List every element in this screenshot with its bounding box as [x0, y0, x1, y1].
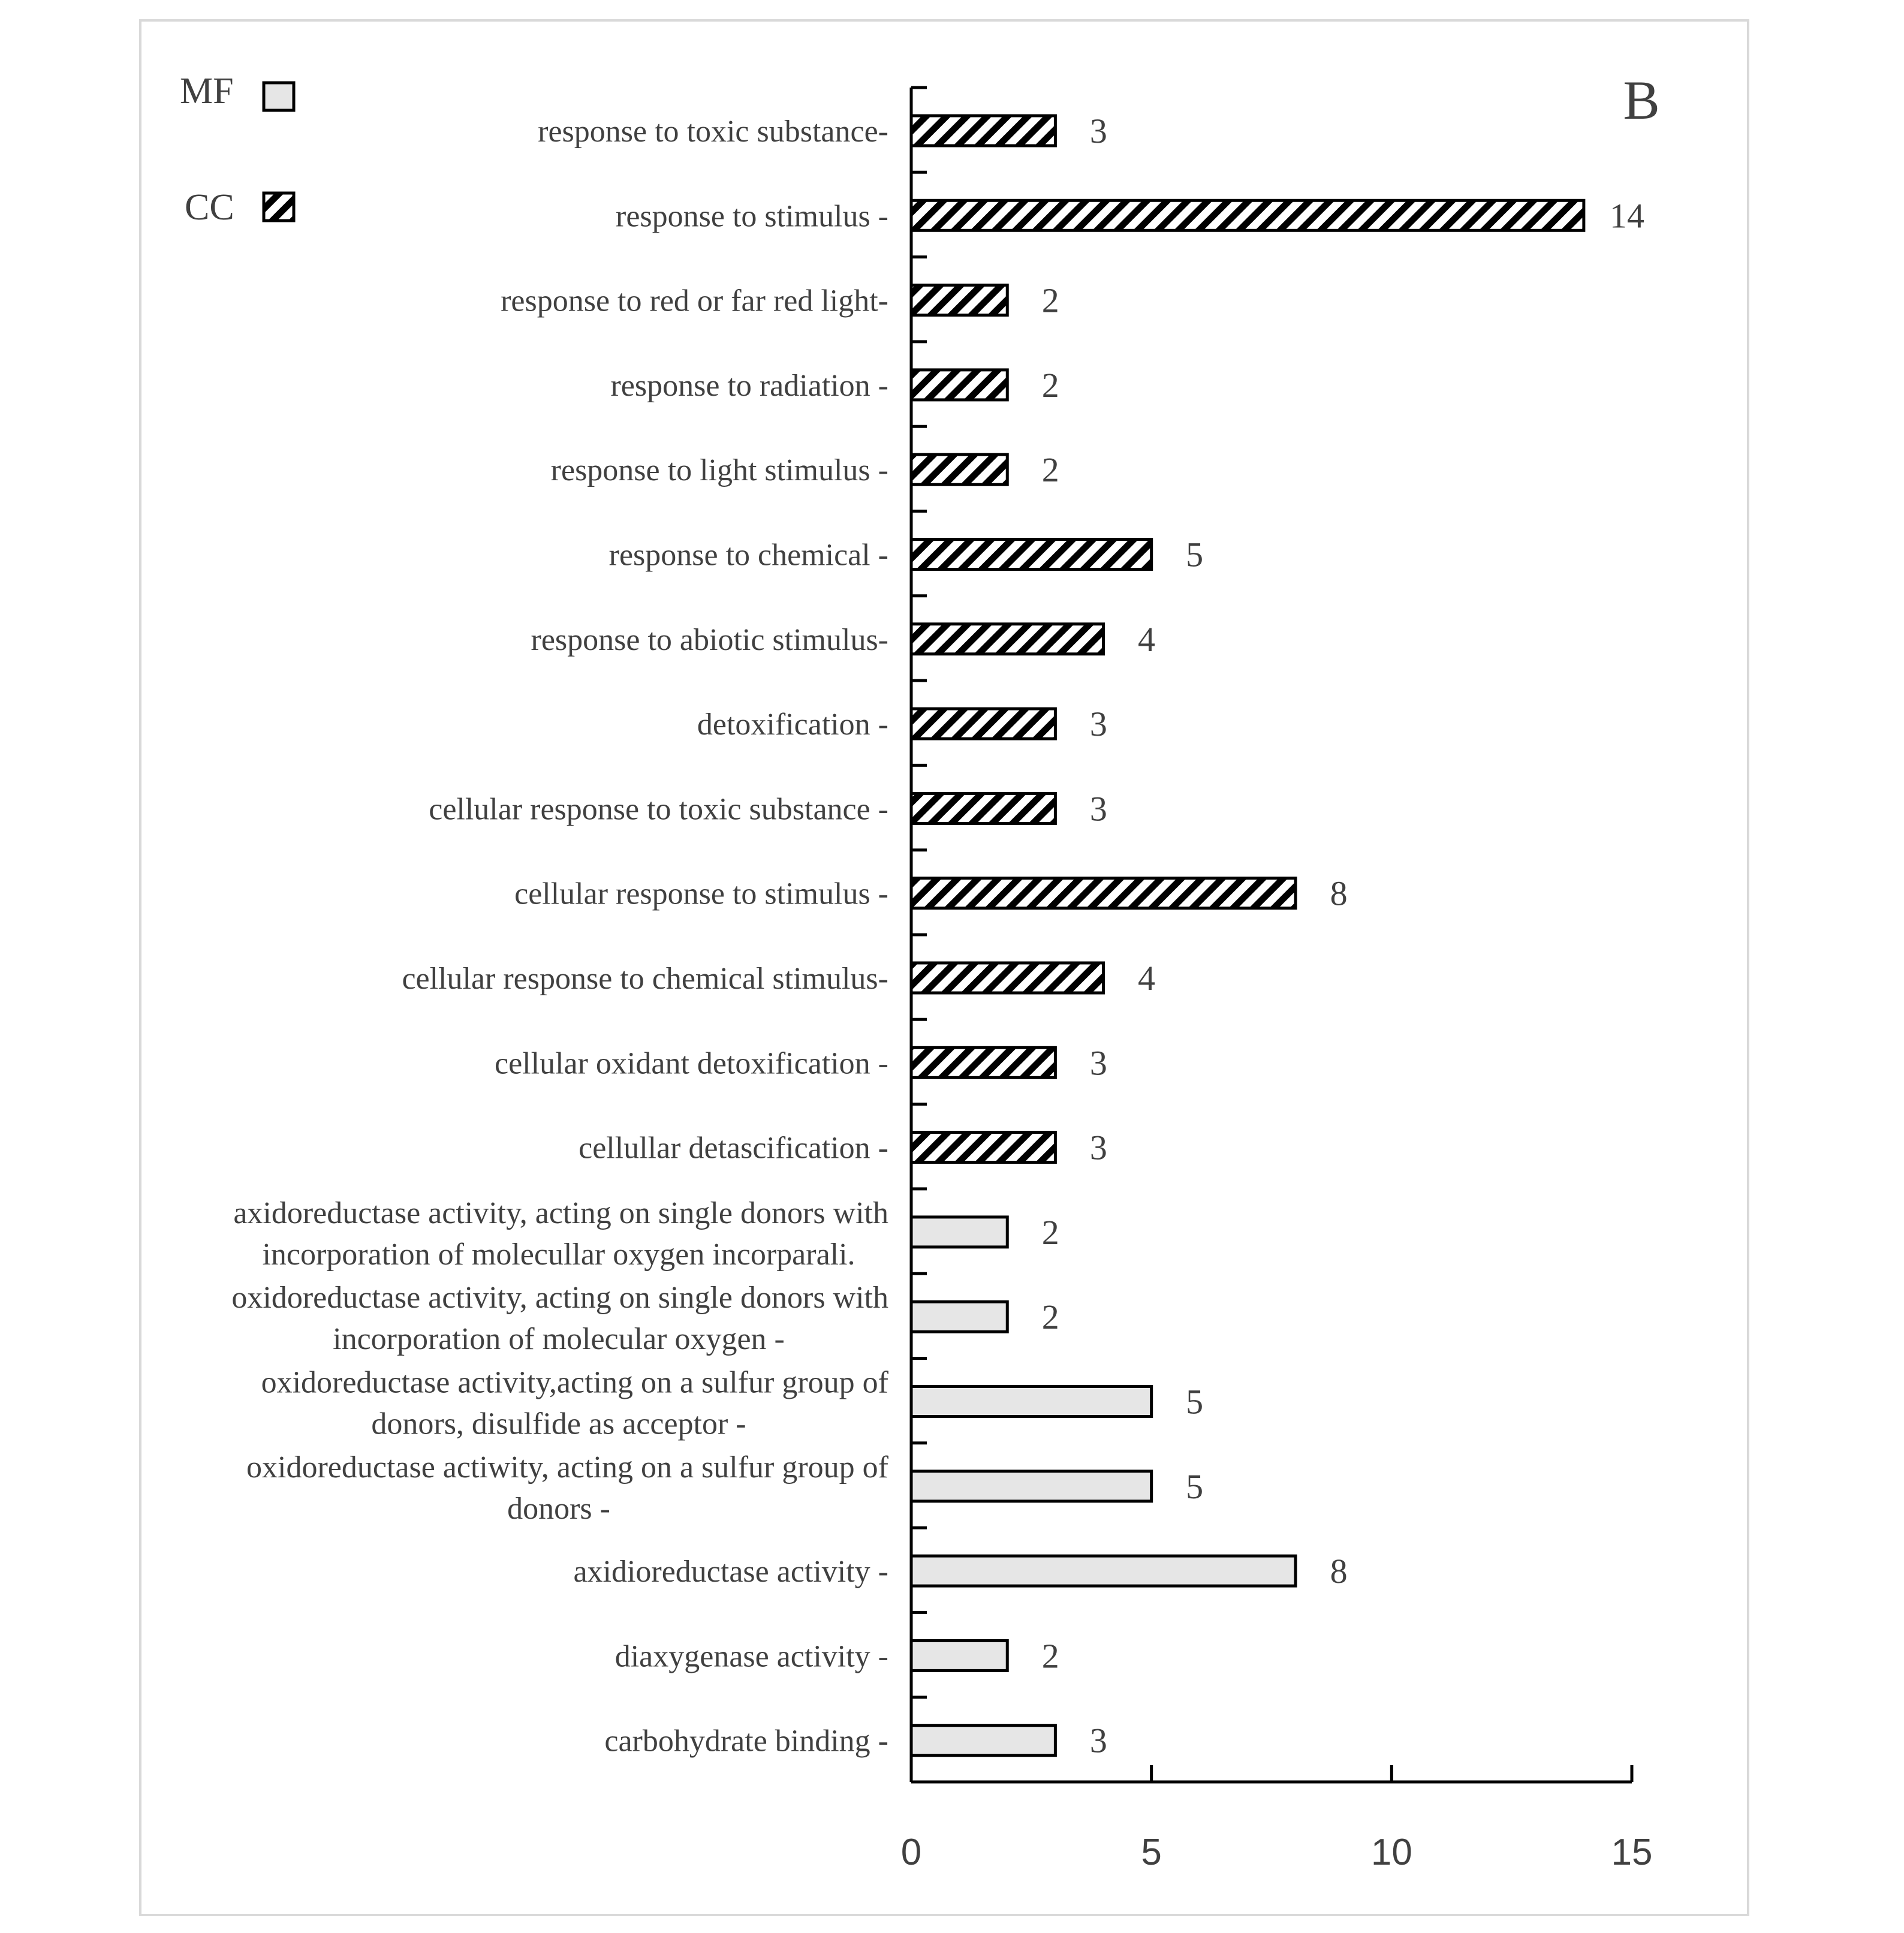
category-label: response to radiation - [610, 368, 888, 403]
value-label: 2 [1041, 281, 1059, 320]
category-label: response to abiotic stimulus- [531, 622, 888, 657]
value-label: 2 [1041, 1636, 1059, 1676]
category-label: carbohydrate binding - [604, 1724, 888, 1759]
bar-cc [911, 116, 1055, 146]
bar-mf [911, 1556, 1296, 1586]
category-label: diaxygenase activity - [614, 1639, 888, 1674]
bar-mf [911, 1217, 1007, 1247]
x-tick-label: 0 [900, 1832, 922, 1873]
bar-cc [911, 370, 1007, 400]
value-label: 8 [1330, 1552, 1348, 1591]
category-label: response to chemical - [608, 538, 888, 573]
bar-cc [911, 709, 1055, 739]
category-label: cellular response to stimulus - [514, 877, 888, 911]
category-label: donors - [507, 1491, 610, 1526]
category-label: cellular response to toxic substance - [429, 792, 888, 827]
bar-cc [911, 454, 1007, 484]
category-label: cellullar detascification - [579, 1131, 888, 1166]
category-label: incorporation of molecullar oxygen incorparali. [262, 1237, 855, 1272]
x-tick-label: 15 [1611, 1832, 1653, 1873]
bar-cc [911, 624, 1104, 654]
category-label: oxidoreductase activity,acting on a sulfur group of [261, 1365, 888, 1400]
bar-cc [911, 963, 1104, 993]
value-label: 4 [1138, 959, 1156, 998]
bar-mf [911, 1471, 1152, 1501]
value-label: 2 [1041, 365, 1059, 405]
category-label: donors, disulfide as acceptor - [371, 1407, 746, 1441]
value-label: 3 [1089, 789, 1107, 829]
bar-cc [911, 1047, 1055, 1077]
bar-mf [911, 1640, 1007, 1670]
category-label: incorporation of molecular oxygen - [333, 1322, 785, 1357]
bar-cc [911, 200, 1584, 230]
category-label: response to stimulus - [616, 199, 888, 234]
bars [911, 116, 1584, 1756]
legend [180, 71, 294, 228]
category-label: response to toxic substance- [538, 115, 888, 149]
category-label: cellular response to chemical stimulus- [402, 962, 888, 996]
value-label: 3 [1089, 1128, 1107, 1167]
bar-cc [911, 878, 1296, 908]
x-tick-label: 10 [1370, 1832, 1412, 1873]
value-label: 14 [1609, 196, 1644, 236]
value-label: 5 [1186, 1382, 1204, 1422]
value-label: 3 [1089, 112, 1107, 150]
bar-cc [911, 540, 1152, 570]
category-label: response to red or far red light- [501, 284, 888, 318]
bar-mf [911, 1302, 1007, 1332]
legend-swatch-cc [264, 193, 294, 221]
bar-cc [911, 793, 1055, 823]
value-label: 2 [1041, 1297, 1059, 1337]
value-label: 3 [1089, 1043, 1107, 1083]
legend-swatch-mf [264, 83, 294, 110]
value-label: 5 [1186, 1467, 1204, 1506]
value-label: 5 [1186, 535, 1204, 574]
bar-cc [911, 1133, 1055, 1163]
value-label: 8 [1330, 874, 1348, 913]
bar-cc [911, 285, 1007, 315]
value-label: 3 [1089, 704, 1107, 744]
value-label: 2 [1041, 450, 1059, 490]
category-label: cellular oxidant detoxification - [495, 1046, 888, 1081]
value-label: 3 [1089, 1721, 1107, 1760]
bar-mf [911, 1387, 1152, 1417]
legend-label-mf: MF [180, 71, 234, 112]
category-labels [231, 115, 888, 1759]
value-labels [1042, 112, 1644, 1760]
legend-label-cc: CC [185, 187, 234, 228]
value-label: 4 [1138, 619, 1156, 659]
x-tick-label: 5 [1141, 1832, 1162, 1873]
panel-label: B [1623, 70, 1660, 131]
category-label: axidoreductase activity, acting on single donors with [233, 1196, 888, 1230]
category-label: response to light stimulus - [550, 453, 888, 488]
bar-mf [911, 1726, 1055, 1756]
value-label: 2 [1041, 1212, 1059, 1252]
category-label: detoxification - [697, 707, 888, 742]
category-label: axidioreductase activity - [573, 1555, 888, 1589]
category-label: oxidoreductase activity, acting on single donors with [231, 1281, 888, 1315]
category-label: oxidoreductase actiwity, acting on a sulfur group of [246, 1450, 888, 1485]
